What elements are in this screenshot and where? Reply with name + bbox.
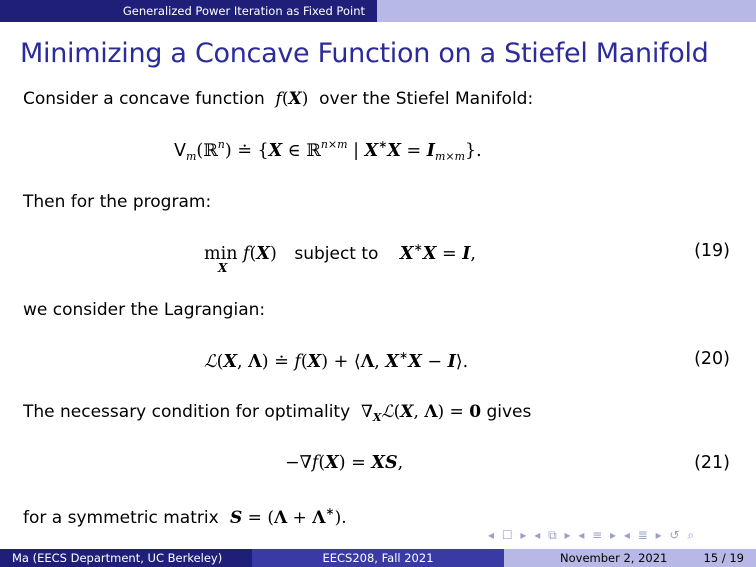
footer-course: EECS208, Fall 2021: [322, 551, 434, 565]
nav-prev-section-icon[interactable]: ◂ ⧉ ▸: [534, 528, 573, 542]
text-necessary: The necessary condition for optimality: [23, 402, 351, 422]
section-title-band: [0, 0, 377, 22]
equation-stiefel: $V_m(ℝ^n)$ ≐ {X ∈ ℝ$^{n\times m}$ | $X^∗X = I_{m\times m}$}.: [174, 138, 482, 163]
text-gives: gives: [486, 402, 532, 422]
header-bar: [0, 0, 756, 22]
equation-21: −∇f(X) = XS,: [285, 453, 404, 473]
equation-20: ℒ(X, Λ) ≐ f(X) + ⟨Λ, X∗X − I⟩.: [204, 349, 469, 372]
footer-author: Ma (EECS Department, UC Berkeley): [12, 551, 223, 565]
nav-subsection-icon[interactable]: ◂ ≡ ▸: [578, 528, 619, 542]
text-line-5: for a symmetric matrix S = (Λ + Λ∗).: [23, 505, 347, 528]
equation-number-19: (19): [694, 241, 730, 261]
equation-number-20: (20): [694, 349, 730, 369]
text-concave-intro: Consider a concave function: [23, 89, 265, 109]
slide-title: Minimizing a Concave Function on a Stiefel Manifold: [20, 38, 709, 69]
footer-date-band: [504, 549, 756, 567]
equation-number-21: (21): [694, 453, 730, 473]
text-stiefel: over the Stiefel Manifold:: [319, 89, 534, 109]
footer-author-band: [0, 549, 252, 567]
navigation-icons[interactable]: [488, 528, 696, 543]
nav-prev-frame-icon[interactable]: ◂ ☐ ▸: [488, 528, 529, 542]
text-line-2: Then for the program:: [23, 192, 212, 212]
footer-course-band: [252, 549, 504, 567]
text-symmetric: for a symmetric matrix: [23, 508, 219, 528]
text-line-4: The necessary condition for optimality $\nabla_Xℒ(X$, Λ) = 0 gives: [23, 402, 532, 424]
section-title[interactable]: Generalized Power Iteration as Fixed Point: [122, 4, 365, 18]
footer-bar: [0, 549, 756, 567]
equation-19: min X f(X) subject to X∗X = I,: [204, 241, 476, 275]
math-fx: f: [270, 89, 282, 109]
nav-section-icon[interactable]: ◂ ≣ ▸: [623, 528, 664, 542]
text-line-3: we consider the Lagrangian:: [23, 300, 266, 320]
nav-search-icon[interactable]: ⌕: [687, 528, 697, 542]
nav-back-icon[interactable]: ↺: [669, 528, 682, 542]
text-line-1: Consider a concave function f(X) over the Stiefel Manifold:: [23, 89, 534, 109]
footer-page: 15 / 19: [703, 551, 744, 565]
footer-date: November 2, 2021: [560, 551, 668, 565]
text-subject-to: subject to: [294, 244, 379, 264]
header-right-band: [377, 0, 756, 22]
